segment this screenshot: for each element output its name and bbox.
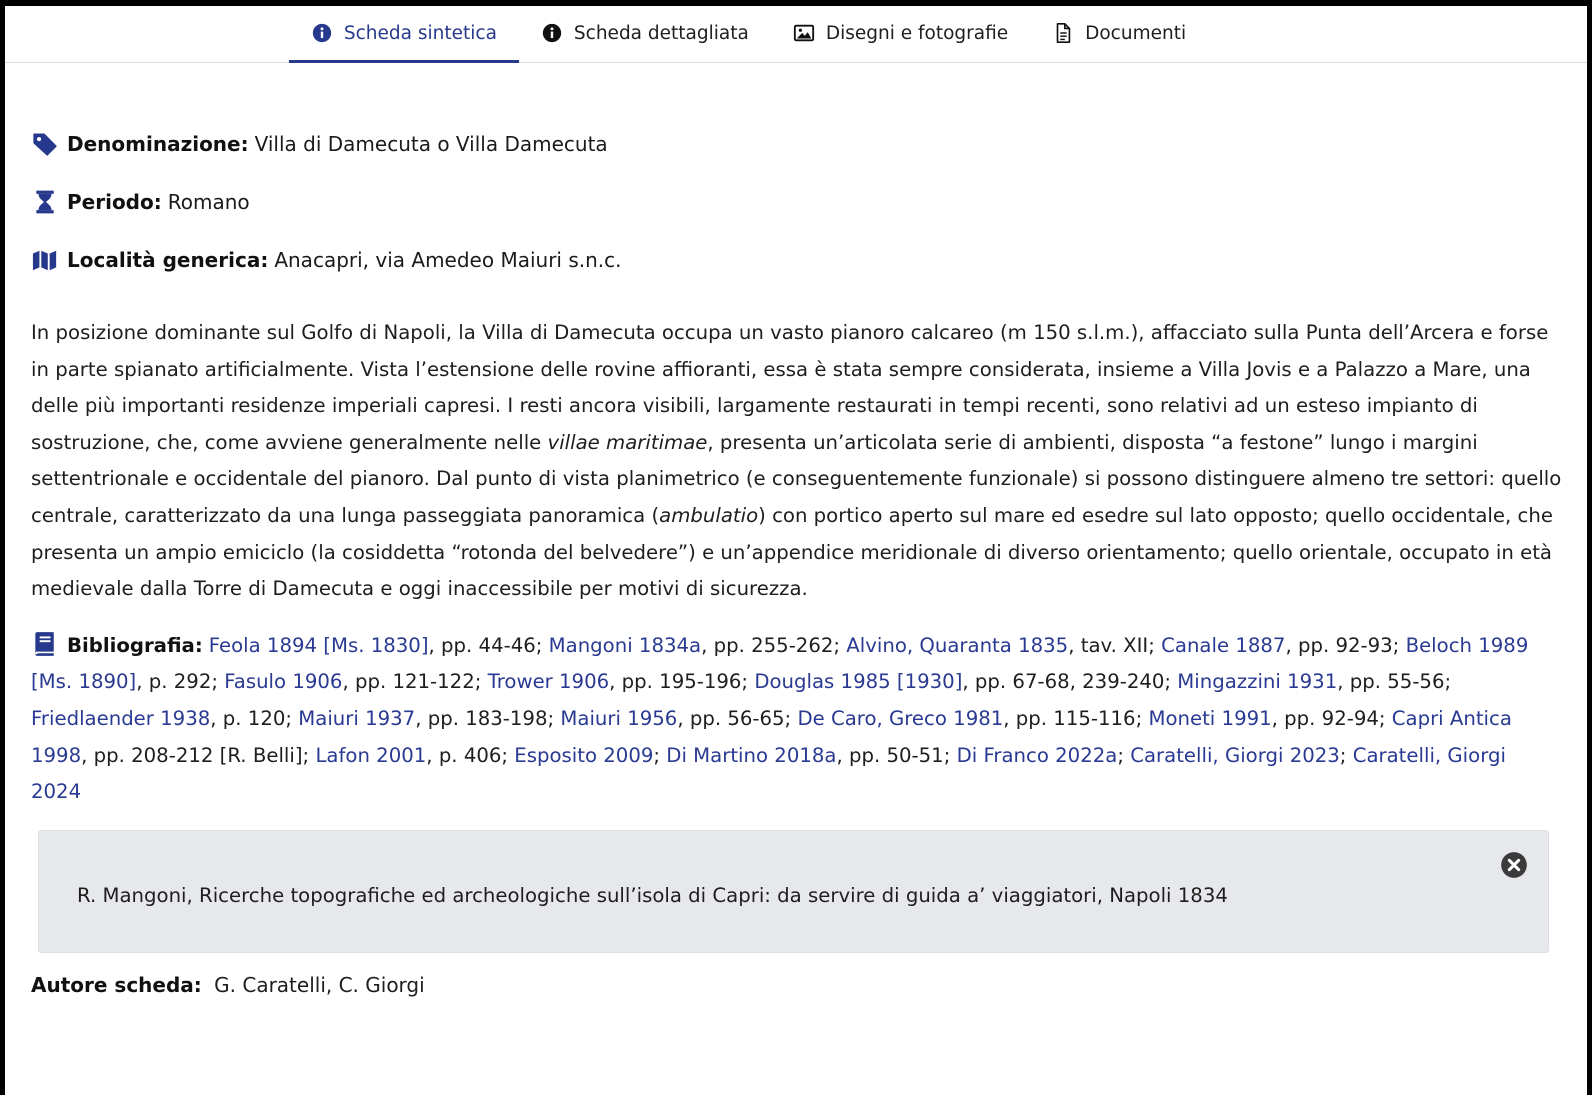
tab-label: Disegni e fotografie [825,22,1009,44]
author-value: G. Caratelli, C. Giorgi [214,972,425,997]
field-value: Villa di Damecuta o Villa Damecuta [254,132,608,156]
field-localita-generica [31,245,1562,275]
tag-icon [32,131,58,157]
emphasis-villae-maritimae: villae maritimae [547,430,708,454]
record-content [5,129,1587,997]
bibliography-label: Bibliografia: [67,633,203,657]
document-icon [1052,22,1074,44]
info-icon [541,22,563,44]
field-value: Anacapri, via Amedeo Maiuri s.n.c. [274,248,622,272]
bib-link[interactable]: Caratelli, Giorgi 2024 [31,743,1506,804]
tab-scheda-dettagliata[interactable] [519,6,771,63]
field-periodo [31,187,1562,217]
bib-link[interactable]: Fasulo 1906 [224,670,343,694]
tab-label: Documenti [1085,22,1187,44]
bibliography: Bibliografia: Feola 1894 [Ms. 1830], pp. 44-46; Mangoni 1834a, pp. 255-262; Alvino, Quaranta 1835, tav. XII; Canale 1887, pp. 92-93; Beloch 1989 [Ms. 1890], p. 292; Fasulo 1906, pp. 121-122; Trower 1906, pp. 195-196; Douglas 1985 [1930], pp. 67-68, 239-240; Mingazzini 1931, pp. 55-56; Friedlaender 1938, p. 120; Maiuri 1937, pp. 183-198; Maiuri 1956, pp. 56-65; De Caro, Greco 1981, pp. 115-116; Moneti 1991, pp. 92-94; Capri Antica 1998, pp. 208-212 [R. Belli]; Lafon 2001, p. 406; Esposito 2009; Di Martino 2018a, pp. 50-51; Di Franco 2022a; Caratelli, Giorgi 2023; Caratelli, Giorgi 2024 [31,628,1562,811]
bib-link[interactable]: Feola 1894 [Ms. 1830] [208,633,429,657]
field-denominazione [31,129,1562,159]
bib-link[interactable]: Mangoni 1834a [548,633,702,657]
book-icon [31,631,57,657]
reference-note-text: R. Mangoni, Ricerche topografiche ed archeologiche sull’isola di Capri: da servire di guida a’ viaggiatori, Napoli 1834 [77,883,1228,907]
map-icon [32,247,58,273]
tab-label: Scheda sintetica [343,22,497,44]
bib-link[interactable]: Alvino, Quaranta 1835 [846,633,1069,657]
close-icon[interactable] [1500,851,1528,879]
tab-scheda-sintetica[interactable] [289,6,519,63]
description: In posizione dominante sul Golfo di Napoli, la Villa di Damecuta occupa un vasto pianoro calcareo (m 150 s.l.m.), affacciato sulla Punta dell’Arcera e forse in parte spianato artificialmente. Vista l’estensione delle rovine affioranti, essa è stata sempre considerata, insieme a Villa Jovis e a Palazzo a Mare, una delle più importanti residenze imperiali capresi. I resti ancora visibili, largamente restaurati in tempi recenti, sono relativi ad un esteso impianto di sostruzione, che, come avviene generalmente nelle villae maritimae, presenta un’articolata serie di ambienti, disposta “a festone” lungo i margini settentrionale e occidentale del pianoro. Dal punto di vista planimetrico (e conseguentemente funzionale) si possono distinguere almeno tre settori: quello centrale, caratterizzato da una lunga passeggiata panoramica (ambulatio) con portico aperto sul mare ed esedre sul lato opposto; quello occidentale, che presenta un ampio emiciclo (la cosiddetta “rotonda del belvedere”) e un’appendice meridionale di diverso orientamento; quello orientale, occupato in età medievale dalla Torre di Damecuta e oggi inaccessibile per motivi di sicurezza. [31,321,1562,601]
hourglass-icon [32,189,58,215]
bib-link[interactable]: Maiuri 1937 [298,706,416,730]
image-icon [793,22,815,44]
tab-bar [5,6,1587,63]
bib-link[interactable]: Trower 1906 [487,670,610,694]
bib-link[interactable]: Douglas 1985 [1930] [754,670,963,694]
field-label: Denominazione: [67,132,249,156]
tab-label: Scheda dettagliata [573,22,749,44]
bib-link[interactable]: Lafon 2001 [315,743,427,767]
reference-note-box [38,830,1549,953]
tab-documenti[interactable] [1030,6,1208,63]
bib-link[interactable]: Di Franco 2022a [956,743,1118,767]
bib-link[interactable]: Di Martino 2018a [666,743,837,767]
tab-disegni-e-fotografie[interactable] [771,6,1030,63]
info-icon [311,22,333,44]
field-label: Periodo: [67,190,162,214]
emphasis-ambulatio: ambulatio [659,503,759,527]
bib-link[interactable]: Maiuri 1956 [560,706,678,730]
bib-link[interactable]: De Caro, Greco 1981 [797,706,1004,730]
author-label: Autore scheda: [31,972,202,997]
author-line [31,973,1562,997]
bib-link[interactable]: Moneti 1991 [1148,706,1272,730]
bib-link[interactable]: Mingazzini 1931 [1177,670,1338,694]
field-label: Località generica: [67,248,269,272]
bib-link[interactable]: Caratelli, Giorgi 2023 [1130,743,1340,767]
bib-link[interactable]: Canale 1887 [1161,633,1286,657]
bib-link[interactable]: Capri Antica 1998 [31,706,1512,767]
field-value: Romano [167,190,250,214]
bib-link[interactable]: Beloch 1989 [Ms. 1890] [31,633,1529,694]
bib-link[interactable]: Esposito 2009 [514,743,654,767]
bib-link[interactable]: Friedlaender 1938 [31,706,211,730]
